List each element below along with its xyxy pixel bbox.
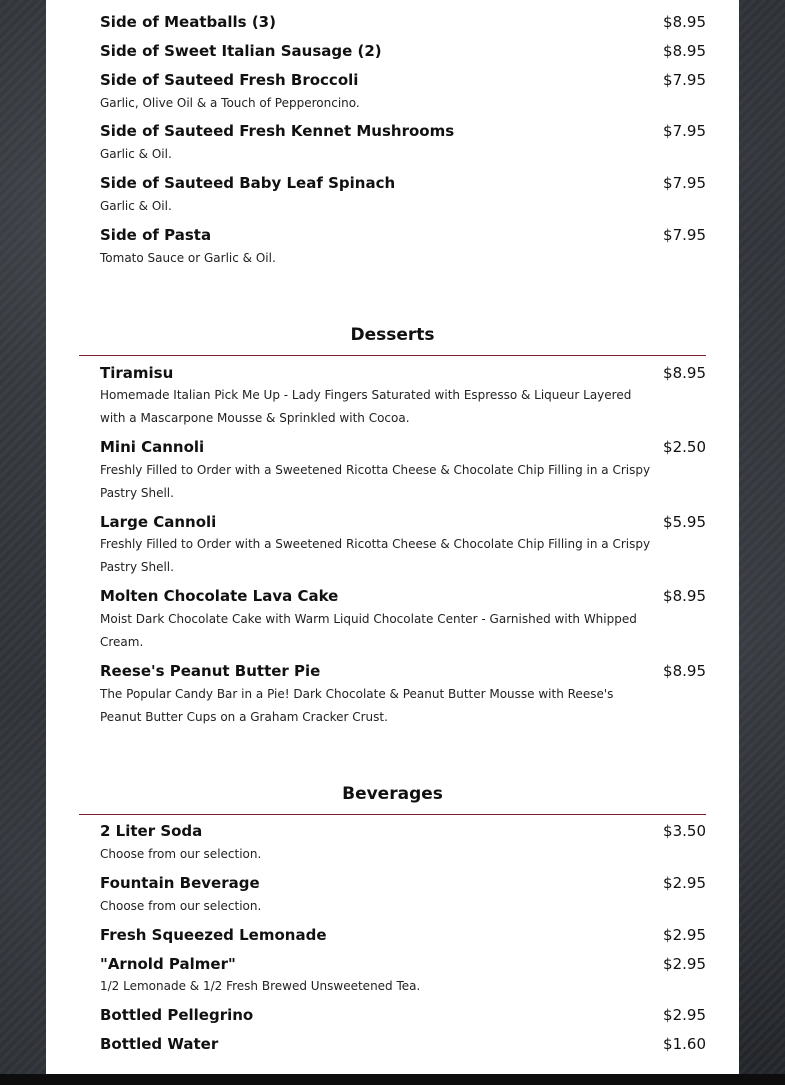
item-description: Freshly Filled to Order with a Sweetened Ricotta Cheese & Chocolate Chip Filling in a Crispy Pastry Shell.	[100, 463, 651, 500]
item-description: Tomato Sauce or Garlic & Oil.	[100, 251, 276, 265]
item-name: Fountain Beverage	[100, 874, 260, 892]
section-title-desserts: Desserts	[350, 325, 435, 345]
item-price: $8.95	[663, 587, 706, 605]
item-price: $2.95	[663, 955, 706, 973]
item-description: The Popular Candy Bar in a Pie! Dark Chocolate & Peanut Butter Mousse with Reese's Peanut Butter Cups on a Graham Cracker Crust.	[100, 687, 614, 724]
item-description: Choose from our selection.	[100, 899, 262, 913]
item-description: Freshly Filled to Order with a Sweetened Ricotta Cheese & Chocolate Chip Filling in a Crispy Pastry Shell.	[100, 537, 651, 574]
item-name: 2 Liter Soda	[100, 822, 203, 840]
item-price: $8.95	[663, 13, 706, 31]
item-name: Side of Sauteed Baby Leaf Spinach	[100, 174, 396, 192]
item-description: Garlic & Oil.	[100, 147, 172, 161]
item-name: Side of Sauteed Fresh Broccoli	[100, 71, 359, 89]
item-price: $8.95	[663, 662, 706, 680]
item-price: $7.95	[663, 174, 706, 192]
item-name: Bottled Pellegrino	[100, 1006, 254, 1024]
item-name: Side of Sweet Italian Sausage (2)	[100, 42, 382, 60]
item-price: $8.95	[663, 364, 706, 382]
item-name: Bottled Water	[100, 1035, 219, 1053]
item-name: Fresh Squeezed Lemonade	[100, 926, 327, 944]
item-name: Tiramisu	[100, 364, 174, 382]
item-price: $2.50	[663, 438, 706, 456]
item-price: $7.95	[663, 122, 706, 140]
item-name: Large Cannoli	[100, 513, 217, 531]
item-price: $2.95	[663, 874, 706, 892]
item-description: Homemade Italian Pick Me Up - Lady Fingers Saturated with Espresso & Liqueur Layered with a Mascarpone Mousse & Sprinkled with Cocoa.	[100, 388, 632, 425]
item-price: $2.95	[663, 1006, 706, 1024]
item-price: $1.60	[663, 1035, 706, 1053]
item-description: Moist Dark Chocolate Cake with Warm Liquid Chocolate Center - Garnished with Whipped Cream.	[100, 612, 637, 649]
item-price: $8.95	[663, 42, 706, 60]
section-title-beverages: Beverages	[342, 784, 443, 804]
item-name: Molten Chocolate Lava Cake	[100, 587, 339, 605]
item-name: Reese's Peanut Butter Pie	[100, 662, 321, 680]
item-description: Garlic & Oil.	[100, 199, 172, 213]
item-description: Choose from our selection.	[100, 847, 262, 861]
item-price: $7.95	[663, 226, 706, 244]
item-description: Garlic, Olive Oil & a Touch of Pepperoncino.	[100, 96, 360, 110]
item-description: 1/2 Lemonade & 1/2 Fresh Brewed Unsweetened Tea.	[100, 979, 421, 993]
footer-bar	[0, 1074, 785, 1085]
section-divider	[79, 814, 706, 815]
item-name: Side of Pasta	[100, 226, 212, 244]
item-price: $7.95	[663, 71, 706, 89]
item-name: Mini Cannoli	[100, 438, 205, 456]
item-price: $2.95	[663, 926, 706, 944]
item-price: $5.95	[663, 513, 706, 531]
item-name: "Arnold Palmer"	[100, 955, 236, 973]
item-price: $3.50	[663, 822, 706, 840]
item-name: Side of Sauteed Fresh Kennet Mushrooms	[100, 122, 455, 140]
item-name: Side of Meatballs (3)	[100, 13, 276, 31]
section-divider	[79, 355, 706, 356]
